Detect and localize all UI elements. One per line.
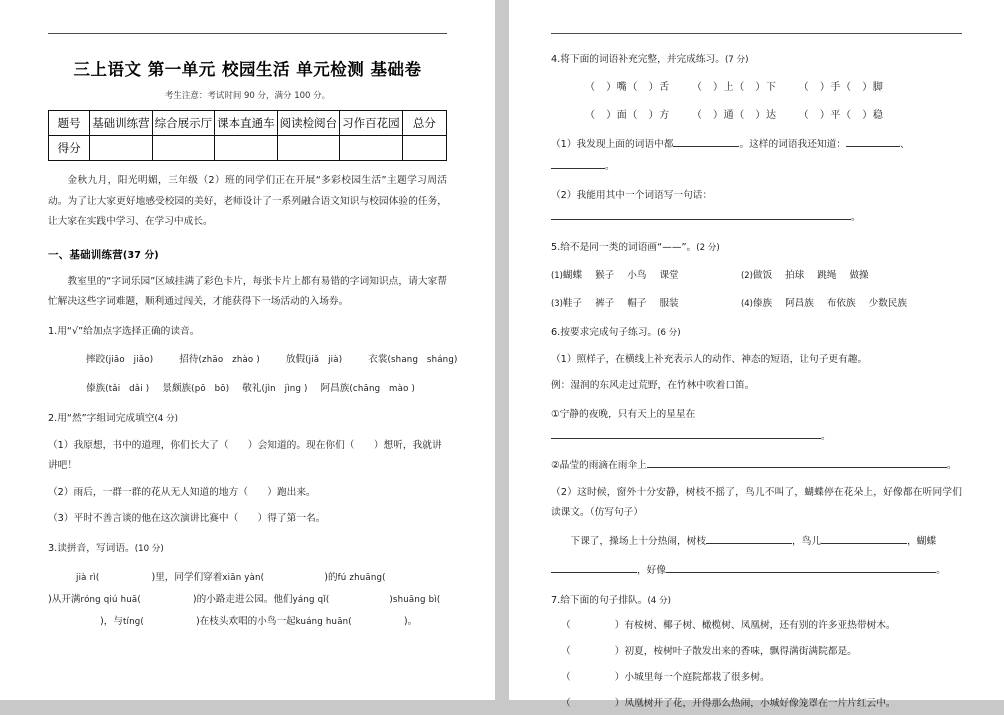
- q5-group-3-num: (3): [551, 298, 563, 308]
- q1-word-5: 傣族: [86, 383, 106, 394]
- q3-pinyin-3: fú zhuāng(: [337, 573, 386, 583]
- page-right: [509, 0, 1004, 709]
- section-one-points: (37 分): [122, 249, 159, 261]
- question-2-item-3[interactable]: （3）平时不善言谈的他在这次演讲比赛中（ ）得了第一名。: [48, 513, 326, 524]
- q3-text-1: )里，同学们穿着: [151, 572, 223, 583]
- q3-text-2: )的: [324, 572, 338, 583]
- question-7-stem: [551, 591, 962, 612]
- q4-word-3[interactable]: （ ）手（ ）脚: [798, 81, 884, 93]
- q3-points: (10 分): [134, 543, 164, 554]
- section-one-lead: 教室里的“字词乐园”区域挂满了彩色卡片，每张卡片上都有易错的字词知识点，请大家帮忙解决这些字词难题，顺利通过闯关，才能获得下一场活动的入场券。: [48, 275, 447, 307]
- section-one-title: 一、基础训练营: [48, 248, 123, 261]
- q4-word-2[interactable]: （ ）上（ ）下: [691, 81, 777, 93]
- q6-item1-text: ①宁静的夜晚，只有天上的星星在: [551, 408, 696, 420]
- q5-g3-w3[interactable]: 帽子: [627, 298, 647, 309]
- q6-ans-e: 。: [936, 564, 946, 576]
- q4-word-5[interactable]: （ ）通（ ）达: [691, 109, 777, 121]
- q3-text-6: )在枝头欢唱的小鸟一起: [195, 616, 296, 627]
- q6-ans-c: ，蝴蝶: [907, 535, 937, 547]
- question-5-stem: [551, 238, 962, 259]
- q5-g2-w2[interactable]: 拍球: [785, 270, 805, 281]
- q3-pinyin-6: )shuāng bì(: [389, 595, 441, 605]
- q5-g1-w1[interactable]: 蝴蝶: [562, 270, 583, 281]
- q5-stem-text: 5.给不是同一类的词语画“——”。: [551, 241, 697, 253]
- q5-group-2[interactable]: [741, 265, 962, 286]
- question-6-stem: [551, 323, 962, 344]
- q3-pinyin-5: yáng qǐ(: [292, 595, 330, 605]
- q3-pinyin-7: tíng(: [122, 617, 144, 627]
- q4-sub2-blank[interactable]: [551, 208, 851, 220]
- q5-g3-w1[interactable]: 鞋子: [562, 298, 583, 309]
- q7-text-3: ）小城里每一个庭院都栽了很多树。: [614, 672, 770, 683]
- q1-options-7[interactable]: (jìn jìng ): [261, 384, 308, 394]
- q7-paren-3: （: [561, 672, 571, 683]
- intro-paragraph: 金秋九月，阳光明媚，三年级（2）班的同学们正在开展“多彩校园生活”主题学习周活动。为了让大家更好地感受校园的美好，老师设计了一系列融合语文知识与校园体验的任务，让大家在实践中学习、在学习中成长。: [48, 175, 447, 227]
- q1-options-5[interactable]: (tǎi dǎi ): [105, 384, 150, 394]
- q6-ans-a: 下课了，操场上十分热闹，树枝: [570, 535, 707, 547]
- q5-group-3[interactable]: [551, 293, 741, 314]
- q5-group-4[interactable]: [741, 293, 962, 314]
- question-2-item-1[interactable]: （1）我原想，书中的道理，你们长大了（ ）会知道的。现在你们（ ）想听，我就讲讲吧！: [48, 439, 442, 471]
- question-4-stem: [551, 50, 962, 71]
- question-6-answer-line-1[interactable]: [551, 531, 962, 553]
- q1-word-8: 阿昌族: [320, 383, 350, 394]
- q7-stem-text: 7.给下面的句子排队。: [551, 594, 648, 606]
- q5-g1-w4[interactable]: 课堂: [659, 270, 679, 281]
- question-1-row-1: [48, 349, 458, 371]
- q1-options-8[interactable]: (chāng mào ): [349, 384, 416, 394]
- q4-stem-text: 4.将下面的词语补充完整，并完成练习。: [551, 54, 725, 65]
- question-6-item-2[interactable]: [551, 455, 962, 477]
- q1-options-4[interactable]: (shang sháng): [387, 355, 458, 365]
- q1-options-1[interactable]: (jiāo jiǎo): [105, 355, 154, 365]
- q1-word-7: 敬礼: [242, 383, 262, 394]
- q7-paren-1: （: [561, 620, 571, 631]
- q4-points: (7 分): [724, 55, 749, 65]
- q3-pinyin-8: kuáng huān(: [295, 617, 352, 627]
- question-2-stem: [48, 409, 447, 430]
- q1-options-6[interactable]: (pō bō): [191, 384, 230, 394]
- q5-g4-w3[interactable]: 布依族: [826, 298, 856, 309]
- q6-stem-text: 6.按要求完成句子练习。: [551, 327, 658, 338]
- table-row-scores: [49, 136, 447, 161]
- table-row-header: [49, 111, 447, 136]
- q4-word-1[interactable]: （ ）嘴（ ）舌: [585, 81, 670, 93]
- question-4-row-1[interactable]: [551, 77, 962, 99]
- q7-paren-4: （: [561, 698, 571, 709]
- question-6-example: 例：湿润的东风走过荒野，在竹林中吹着口笛。: [551, 380, 755, 391]
- score-table-col-5: 习作百花园: [340, 111, 402, 136]
- question-7-item-3[interactable]: [551, 667, 962, 689]
- q4-sub2-end: 。: [851, 211, 861, 223]
- question-4-sub-1[interactable]: [551, 134, 962, 178]
- score-table-row-label-1: 题号: [49, 111, 90, 136]
- q4-word-6[interactable]: （ ）平（ ）稳: [798, 109, 884, 121]
- question-2-item-2[interactable]: （2）雨后，一群一群的花从无人知道的地方（ ）跑出来。: [48, 486, 316, 498]
- score-table-col-3: 课本直通车: [215, 111, 277, 136]
- score-table-col-6: 总分: [402, 111, 446, 136]
- q2-stem-text: 2.用“然”字组词完成填空: [48, 413, 155, 424]
- q1-options-2[interactable]: (zhāo zhào ): [198, 355, 260, 365]
- score-cell-6[interactable]: [402, 136, 446, 161]
- question-6-answer-line-2[interactable]: [551, 560, 962, 582]
- q3-stem-text: 3.读拼音，写词语。: [48, 542, 135, 554]
- q4-sub2-text: （2）我能用其中一个词语写一句话：: [551, 189, 713, 201]
- q3-pinyin-1: jià rì(: [76, 573, 100, 583]
- q6-item1-end: 。: [821, 430, 831, 442]
- q5-g2-w4[interactable]: 做操: [849, 270, 869, 281]
- q3-text-5: )，与: [100, 616, 123, 627]
- q4-sub1-blank-1[interactable]: [673, 135, 739, 147]
- q5-group-1[interactable]: [551, 265, 741, 286]
- question-7-item-4[interactable]: [551, 693, 962, 715]
- question-3-stem: [48, 539, 447, 560]
- q5-group-1-num: (1): [551, 270, 563, 280]
- page-left: [0, 0, 495, 700]
- question-1-stem: 1.用“√”给加点字选择正确的读音。: [48, 325, 200, 337]
- question-7-item-1[interactable]: [551, 615, 962, 637]
- score-cell-3[interactable]: [215, 136, 277, 161]
- q4-sub1-text-a: （1）我发现上面的词语中都: [551, 138, 674, 150]
- question-1-row-2: [48, 378, 447, 400]
- q7-text-1: ）有桉树、椰子树、橄榄树、凤凰树，还有别的许多亚热带树木。: [614, 620, 896, 631]
- q5-g3-w4[interactable]: 服装: [659, 298, 679, 309]
- page-gutter: [495, 0, 509, 700]
- q5-group-2-num: (2): [741, 270, 753, 280]
- q1-word-2: 招待: [179, 354, 199, 365]
- q4-sub1-blank-3[interactable]: [551, 157, 605, 169]
- section-one-heading: [48, 247, 447, 262]
- question-4-sub-2[interactable]: [551, 185, 962, 229]
- score-cell-2[interactable]: [152, 136, 214, 161]
- q4-sub1-text-d: 。: [605, 160, 615, 172]
- question-5-row-1: [551, 265, 962, 286]
- q3-pinyin-4: róng qiú huā(: [80, 595, 141, 605]
- q7-text-4: ）凤凰树开了花，开得那么热闹，小城好像笼罩在一片片红云中。: [614, 698, 896, 709]
- q6-ans-blank-3[interactable]: [551, 561, 637, 573]
- q5-g4-w4[interactable]: 少数民族: [868, 298, 907, 309]
- q7-paren-2: （: [561, 646, 571, 657]
- q4-word-4[interactable]: （ ）面（ ）方: [585, 109, 670, 121]
- q6-ans-blank-1[interactable]: [706, 532, 792, 544]
- header-rule-right: [551, 33, 962, 34]
- q6-item1-blank[interactable]: [551, 427, 821, 439]
- score-cell-1[interactable]: [90, 136, 152, 161]
- q1-word-3: 放假: [285, 354, 306, 365]
- score-cell-4[interactable]: [277, 136, 339, 161]
- q7-text-2: ）初夏，桉树叶子散发出来的香味，飘得满街满院都是。: [614, 646, 857, 657]
- q6-points: (6 分): [657, 328, 681, 338]
- q6-item2-blank[interactable]: [647, 456, 947, 468]
- score-table-col-4: 阅读检阅台: [277, 111, 339, 136]
- q5-g4-w1[interactable]: 傣族: [752, 298, 773, 309]
- question-6-sub-2: （2）这时候，窗外十分安静，树枝不摇了，鸟儿不叫了，蝴蝶停在花朵上，好像都在听同学们读课文。（仿写句子）: [551, 486, 962, 518]
- q6-ans-d: ，好像: [637, 564, 667, 576]
- q4-sub1-blank-2[interactable]: [846, 135, 900, 147]
- q3-text-3: )从开满: [48, 594, 81, 605]
- q5-g1-w2[interactable]: 猴子: [595, 270, 615, 281]
- q1-word-6: 景颇族: [162, 383, 192, 394]
- q1-options-3[interactable]: (jiǎ jià): [305, 355, 343, 365]
- q5-g3-w2[interactable]: 裤子: [595, 298, 615, 309]
- score-table-row-label-2: 得分: [49, 136, 90, 161]
- exam-note: 考生注意：考试时间 90 分，满分 100 分。: [164, 91, 331, 101]
- q3-pinyin-2: xiān yàn(: [222, 573, 265, 583]
- q1-word-1: 摔跤: [86, 354, 106, 365]
- question-7-item-2[interactable]: [551, 641, 962, 663]
- question-5-row-2: [551, 293, 962, 314]
- header-rule: [48, 33, 447, 34]
- q5-g4-w2[interactable]: 阿昌族: [785, 298, 814, 309]
- question-4-row-2[interactable]: [551, 105, 962, 127]
- score-cell-5[interactable]: [340, 136, 402, 161]
- q6-item2-end: 。: [946, 459, 957, 471]
- q5-points: (2 分): [696, 242, 720, 253]
- q3-text-7: )。: [403, 616, 418, 627]
- question-6-sub-1: （1）照样子，在横线上补充表示人的动作、神态的短语，让句子更有趣。: [551, 353, 868, 365]
- q4-sub1-text-b: 。这样的词语我还知道：: [739, 138, 846, 150]
- question-6-item-1[interactable]: [551, 404, 962, 448]
- score-table: [48, 110, 447, 161]
- score-table-col-2: 综合展示厅: [152, 111, 214, 136]
- q6-ans-blank-4[interactable]: [666, 561, 936, 573]
- q2-points: (4 分): [154, 414, 178, 424]
- q5-g2-w1[interactable]: 做饭: [752, 270, 773, 281]
- q6-ans-b: ，鸟儿: [792, 535, 822, 547]
- q6-ans-blank-2[interactable]: [821, 532, 907, 544]
- q5-g2-w3[interactable]: 跳绳: [817, 270, 837, 281]
- score-table-col-1: 基础训练营: [90, 111, 152, 136]
- q5-g1-w3[interactable]: 小鸟: [627, 270, 647, 281]
- q4-sub1-text-c: 、: [899, 138, 910, 150]
- question-3-body[interactable]: [48, 567, 447, 633]
- q1-word-4: 衣裳: [368, 354, 388, 365]
- q7-points: (4 分): [647, 595, 671, 606]
- q6-item2-text: ②晶莹的雨滴在雨伞上: [551, 459, 647, 471]
- q5-group-4-num: (4): [741, 298, 753, 308]
- page-title: 三上语文 第一单元 校园生活 单元检测 基础卷: [73, 60, 422, 79]
- q3-text-4: )的小路走进公园。他们: [192, 594, 293, 605]
